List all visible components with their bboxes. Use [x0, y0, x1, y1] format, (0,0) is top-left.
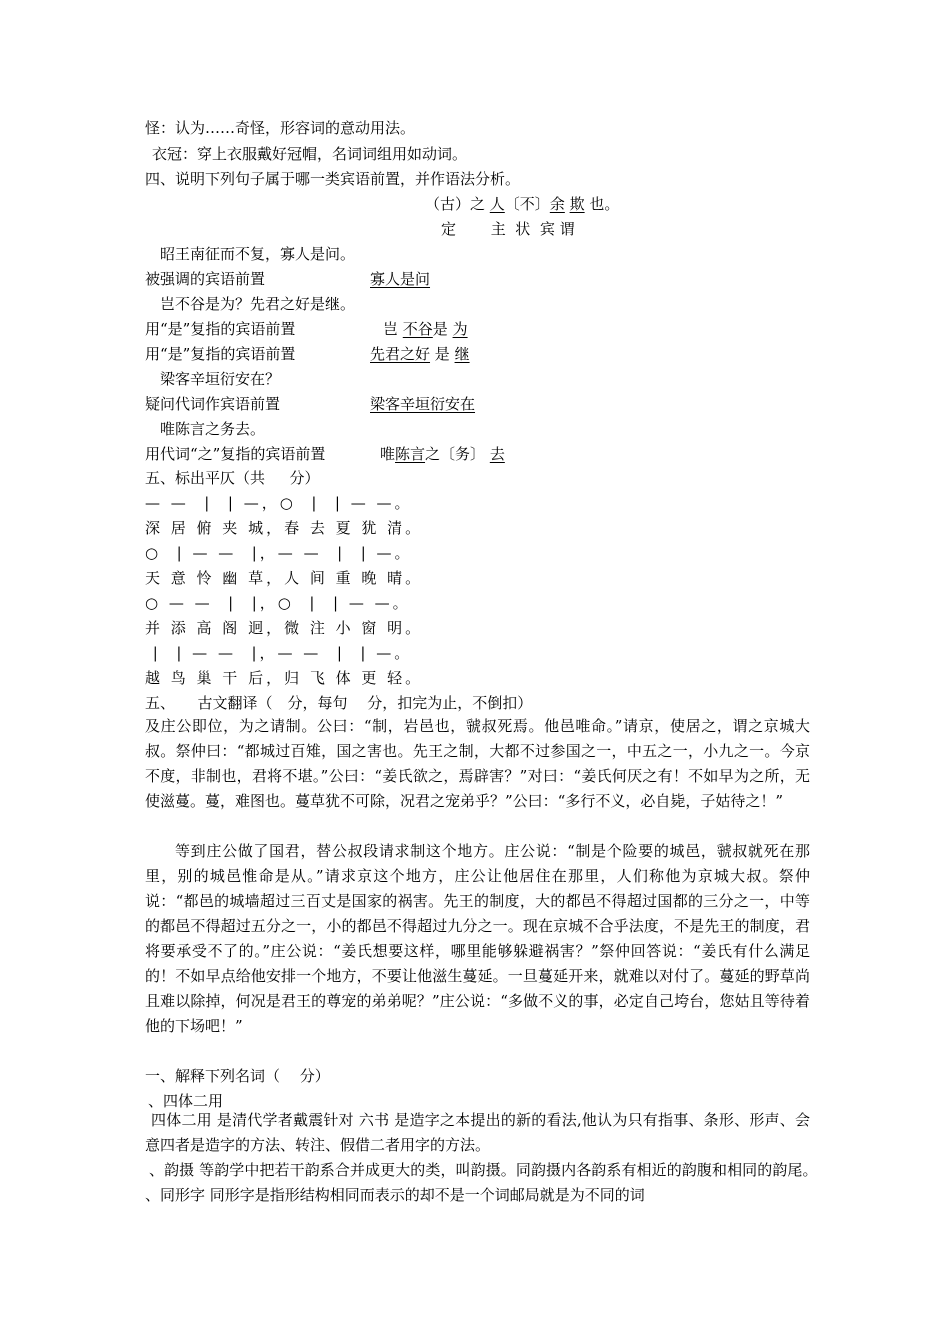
analysis-verb: 继: [454, 345, 470, 363]
poem-line: 天 意 怜 幽 草，人 间 重 晚 晴。: [145, 569, 424, 587]
preposition-type: 用“是”复指的宾语前置: [145, 345, 296, 363]
grammar-analysis: 寡人是问: [370, 270, 431, 288]
example-sentence: 昭王南征而不复，寡人是问。: [160, 245, 356, 263]
preposition-type: 被强调的宾语前置: [145, 270, 266, 288]
term-definition: 四体二用 是清代学者戴震针对 六书 是造字之本提出的新的看法,他认为只有指事、条形、形声、会意四者是造字的方法、转注、假借二者用字的方法。: [145, 1111, 810, 1154]
classical-original-text: 及庄公即位，为之请制。公曰：“制，岩邑也，虢叔死焉。他邑唯命。”请京，使居之，谓之京城大叔。祭仲曰：“都城过百雉，国之害也。先王之制，大都不过参国之一，中五之一，小九之一。今京不度，非制也，君将不堪。”公曰：“姜氏欲之，焉辟害？”对曰：“姜氏何厌之有！不如早为之所，无使滋蔓。蔓，难图也。蔓草犹不可除，况君之宠弟乎？”公曰：“多行不义，必自毙，子姑待之！”: [145, 717, 810, 810]
grammar-diagram-roles: 定 主 状 宾 谓: [441, 220, 575, 238]
section6-heading: 五、 古文翻译（ 分，每句 分，扣完为止，不倒扣）: [145, 694, 533, 712]
grammar-diagram-sentence: [425, 194, 619, 214]
tone-line: | | — — |，— — | | —。: [145, 644, 413, 662]
analysis-part: 是: [430, 345, 455, 363]
analysis-verb: 去: [489, 445, 505, 463]
tone-line: — — | | —，○ | | — —。: [145, 494, 413, 512]
section4-heading: 四、说明下列句子属于哪一类宾语前置，并作语法分析。: [145, 170, 521, 188]
analysis-part: 岂: [383, 320, 403, 338]
example-sentence: 岂不谷是为？先君之好是继。: [160, 295, 356, 313]
tone-line: ○ | — — |，— — | | —。: [145, 544, 413, 562]
poem-line: 深 居 俯 夹 城，春 去 夏 犹 清。: [145, 519, 424, 537]
note-yiguan: 衣冠：穿上衣服戴好冠帽，名词词组用如动词。: [152, 145, 468, 163]
diagram-part: 也。: [584, 195, 620, 213]
preposition-type: 用“是”复指的宾语前置: [145, 320, 296, 338]
poem-line: 并 添 高 阁 迥，微 注 小 窗 明。: [145, 619, 424, 637]
tone-line: ○ — — | |，○ | | — —。: [145, 594, 411, 612]
grammar-analysis: [383, 319, 468, 339]
example-sentence: 梁客辛垣衍安在？: [160, 370, 281, 388]
modern-translation-text: 等到庄公做了国君，替公叔段请求制这个地方。庄公说：“制是个险要的城邑，虢叔就死在那里，别的城邑惟命是从。”请求京这个地方，庄公让他居住在那里，人们称他为京城大叔。祭仲说：“都邑的城墙超过三百丈是国家的祸害。先王的制度，大的都邑不得超过国都的三分之一，中等的都邑不得超过五分之一，小的都邑不得超过九分之一。现在京城不合乎法度，不是先王的制度，君将要承受不了的。”庄公说：“姜氏想要这样，哪里能够躲避祸害？”祭仲回答说：“姜氏有什么满足的！不如早点给他安排一个地方，不要让他滋生蔓延。一旦蔓延开来，就难以对付了。蔓延的野草尚且难以除掉，何况是君王的尊宠的弟弟呢？”庄公说：“多做不义的事，必定自己垮台，您姑且等待着他的下场吧！”: [145, 842, 810, 1035]
analysis-part: 之〔务〕: [425, 445, 490, 463]
diagram-verb: 欺: [569, 195, 585, 213]
term-heading: 、四体二用: [148, 1092, 224, 1110]
analysis-object: 先君之好: [370, 345, 431, 363]
analysis-part: 唯: [380, 445, 396, 463]
analysis-verb: 为: [452, 320, 468, 338]
preposition-type: 疑问代词作宾语前置: [145, 395, 281, 413]
section1-heading: 一、解释下列名词（ 分）: [145, 1067, 330, 1085]
diagram-part: （古）之: [425, 195, 490, 213]
poem-line: 越 鸟 巢 干 后，归 飞 体 更 轻。: [145, 669, 424, 687]
grammar-analysis: [380, 444, 505, 464]
term-definition: 、韵摄 等韵学中把若干韵系合并成更大的类，叫韵摄。同韵摄内各韵系有相近的韵腹和相同的韵尾。 、同形字 同形字是指形结构相同而表示的却不是一个词邮局就是为不同的词: [145, 1161, 830, 1204]
analysis-object: 不谷: [402, 320, 433, 338]
note-guai: 怪：认为……奇怪，形容词的意动用法。: [145, 119, 416, 137]
diagram-part: 〔不〕: [504, 195, 550, 213]
analysis-part: 是: [432, 320, 453, 338]
example-sentence: 唯陈言之务去。: [160, 420, 266, 438]
grammar-analysis: [370, 344, 470, 364]
diagram-object: 余: [549, 195, 565, 213]
grammar-analysis: 梁客辛垣衍安在: [370, 395, 476, 413]
preposition-type: 用代词“之”复指的宾语前置: [145, 445, 326, 463]
diagram-subject: 人: [489, 195, 505, 213]
analysis-object: 陈言: [395, 445, 426, 463]
section5-heading: 五、标出平仄（共 分）: [145, 469, 320, 487]
